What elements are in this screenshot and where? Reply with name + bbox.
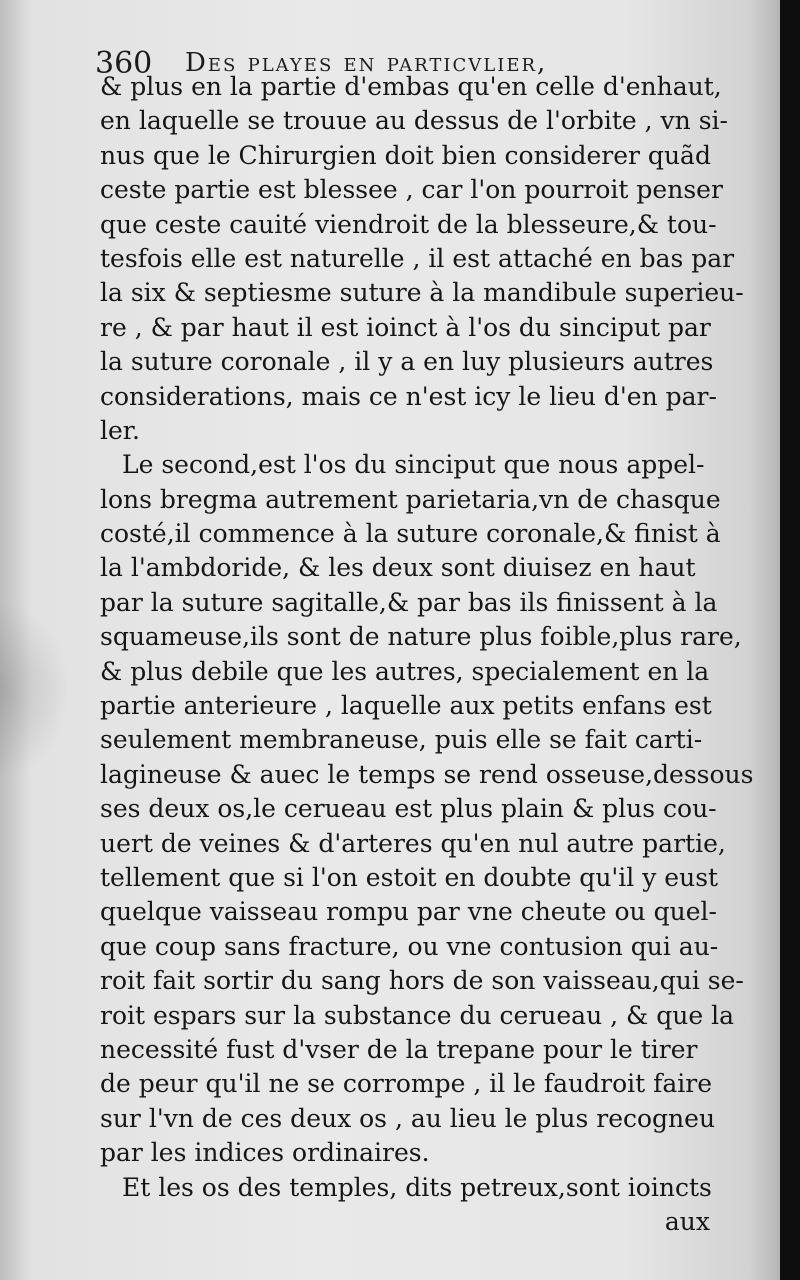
text-line: la six & septiesme suture à la mandibule superieu- <box>100 278 744 308</box>
catchword: aux <box>664 1207 710 1236</box>
text-line: roit fait sortir du sang hors de son vaisseau,qui se- <box>100 966 744 996</box>
body-text <box>100 70 754 1205</box>
text-line: ler. <box>100 415 140 445</box>
text-line: partie anterieure , laquelle aux petits enfans est <box>100 691 712 721</box>
text-line: ceste partie est blessee , car l'on pourroit penser <box>100 175 723 205</box>
text-line: la l'ambdoride, & les deux sont diuisez en haut <box>100 553 696 583</box>
text-line: uert de veines & d'arteres qu'en nul autre partie, <box>100 828 726 858</box>
text-line: par la suture sagitalle,& par bas ils finissent à la <box>100 587 718 617</box>
text-line: que coup sans fracture, ou vne contusion qui au- <box>100 931 719 961</box>
text-line: considerations, mais ce n'est icy le lieu d'en par- <box>100 381 717 411</box>
text-line: de peur qu'il ne se corrompe , il le faudroit faire <box>100 1069 713 1099</box>
text-line: nus que le Chirurgien doit bien considerer quãd <box>100 140 711 170</box>
text-line: & plus en la partie d'embas qu'en celle d'enhaut, <box>100 72 722 101</box>
text-line: costé,il commence à la suture coronale,& finist à <box>100 519 721 549</box>
text-line: que ceste cauité viendroit de la blesseure,& tou- <box>100 209 717 239</box>
text-line: squameuse,ils sont de nature plus foible,plus rare, <box>100 622 742 652</box>
page-number: 360 <box>95 46 153 81</box>
running-title: Des playes en particvlier, <box>185 48 548 78</box>
text-line: tellement que si l'on estoit en doubte qu'il y eust <box>100 862 719 892</box>
text-line: roit espars sur la substance du cerueau , & que la <box>100 1000 734 1030</box>
text-line: ses deux os,le cerueau est plus plain & plus cou- <box>100 794 717 824</box>
text-line: lagineuse & auec le temps se rend osseuse,dessous <box>100 759 754 789</box>
text-line: necessité fust d'vser de la trepane pour le tirer <box>100 1034 698 1064</box>
paragraph-start-line: Et les os des temples, dits petreux,sont ioincts <box>122 1172 712 1202</box>
text-line: lons bregma autrement parietaria,vn de chasque <box>100 484 721 514</box>
text-line: par les indices ordinaires. <box>100 1138 430 1168</box>
text-line: re , & par haut il est ioinct à l'os du sinciput par <box>100 312 711 342</box>
paragraph-start-line: Le second,est l'os du sinciput que nous appel- <box>122 450 705 480</box>
text-line: sur l'vn de ces deux os , au lieu le plus recogneu <box>100 1103 716 1133</box>
text-line: en laquelle se trouue au dessus de l'orbite , vn si- <box>100 106 728 136</box>
scan-edge-shadow <box>780 0 800 1280</box>
text-line: tesfois elle est naturelle , il est attaché en bas par <box>100 243 735 273</box>
text-line: seulement membraneuse, puis elle se fait carti- <box>100 725 703 755</box>
text-line: la suture coronale , il y a en luy plusieurs autres <box>100 347 714 377</box>
text-line: & plus debile que les autres, specialement en la <box>100 656 710 686</box>
text-line: quelque vaisseau rompu par vne cheute ou quel- <box>100 897 717 927</box>
